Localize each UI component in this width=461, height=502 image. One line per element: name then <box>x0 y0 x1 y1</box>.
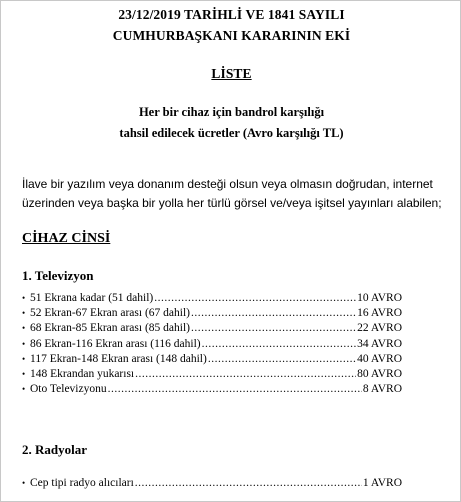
decree-title-line1: 23/12/2019 TARİHLİ VE 1841 SAYILI <box>118 7 345 22</box>
list-heading: LİSTE <box>211 66 252 81</box>
list-item <box>22 307 402 322</box>
decree-title-line2: CUMHURBAŞKANI KARARININ EKİ <box>112 28 351 43</box>
item-price: 80 AVRO <box>357 367 402 380</box>
intro-paragraph: İlave bir yazılım veya donanım desteği olsun veya olmasın doğrudan, internet üzerinden veya başka bir yolla her türlü görsel ve/veya işitsel yayınları alabilen; <box>22 177 442 210</box>
dot-leader <box>208 353 356 365</box>
subtitle-line1: Her bir cihaz için bandrol karşılığı <box>138 105 325 119</box>
item-label: 51 Ekrana kadar (51 dahil) <box>30 292 154 304</box>
section-title-television: 1. Televizyon <box>22 268 94 283</box>
bullet-icon: • <box>22 323 26 334</box>
list-item <box>22 322 402 337</box>
item-label: 148 Ekrandan yukarısı <box>30 367 135 380</box>
bullet-icon: • <box>22 293 26 303</box>
item-label: 68 Ekran-85 Ekran arası (85 dahil) <box>30 322 190 335</box>
dot-leader <box>135 477 362 489</box>
list-item <box>22 338 402 353</box>
bullet-icon: • <box>22 368 26 379</box>
dot-leader <box>202 338 357 350</box>
radio-price-list <box>22 477 402 492</box>
item-price: 8 AVRO <box>362 383 402 396</box>
item-label: Cep tipi radyo alıcıları <box>30 477 134 489</box>
dot-leader <box>191 322 356 334</box>
television-price-list <box>22 292 402 398</box>
list-item <box>22 477 402 492</box>
bullet-icon: • <box>22 353 26 364</box>
item-label: 117 Ekran-148 Ekran arası (148 dahil) <box>30 352 207 365</box>
item-price: 10 AVRO <box>357 292 402 304</box>
dot-leader <box>108 383 362 395</box>
device-type-heading: CİHAZ CİNSİ <box>22 231 111 246</box>
item-price: 34 AVRO <box>357 337 402 350</box>
dot-leader <box>135 368 356 380</box>
list-item <box>22 368 402 383</box>
dot-leader <box>191 307 356 319</box>
item-price: 16 AVRO <box>357 307 402 320</box>
bullet-icon: • <box>22 478 26 488</box>
item-price: 1 AVRO <box>362 477 402 489</box>
item-label: 86 Ekran-116 Ekran arası (116 dahil) <box>30 337 201 350</box>
bullet-icon: • <box>22 384 26 395</box>
list-item <box>22 353 402 368</box>
subtitle-line2: tahsil edilecek ücretler (Avro karşılığı TL) <box>119 126 344 140</box>
item-price: 40 AVRO <box>357 352 402 365</box>
list-item <box>22 383 402 398</box>
bullet-icon: • <box>22 308 26 319</box>
bullet-icon: • <box>22 338 26 349</box>
item-label: Oto Televizyonu <box>30 383 107 396</box>
dot-leader <box>154 292 356 304</box>
list-item <box>22 292 402 307</box>
item-price: 22 AVRO <box>357 322 402 335</box>
section-title-radios: 2. Radyolar <box>22 442 87 457</box>
item-label: 52 Ekran-67 Ekran arası (67 dahil) <box>30 307 190 320</box>
